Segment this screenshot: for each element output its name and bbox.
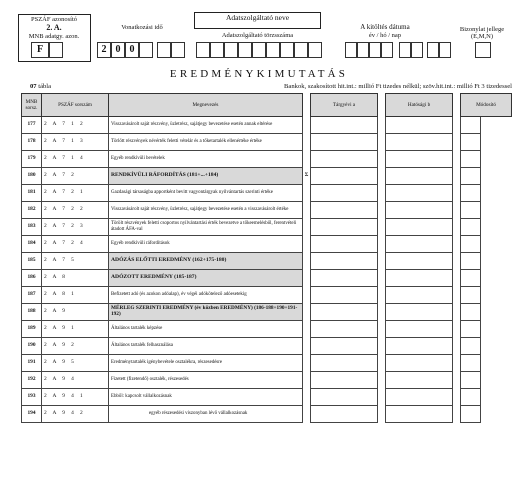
row-code: 2 A 7 1 3 [42, 134, 109, 151]
row-number: 184 [22, 236, 42, 253]
date-digit-4[interactable] [381, 42, 393, 58]
provider-id-digit-9[interactable] [308, 42, 322, 58]
row-notes-field[interactable] [461, 304, 481, 321]
row-target-value-field[interactable] [311, 287, 378, 304]
row-description: RENDKÍVÜLI RÁFORDÍTÁS (181+...+184) [109, 168, 303, 185]
row-sum-marker [303, 202, 311, 219]
row-description: MÉRLEG SZERINTI EREDMÉNY (év közben EREDMÉNY) (186-188+190+191-192) [109, 304, 303, 321]
row-target-value-field[interactable] [311, 406, 378, 423]
row-gap [378, 321, 386, 338]
row-number: 177 [22, 117, 42, 134]
row-gap [378, 304, 386, 321]
row-description: Egyéb rendkívüli ráfordítások [109, 236, 303, 253]
row-notes-field-2[interactable] [481, 304, 512, 321]
row-number: 186 [22, 270, 42, 287]
row-number: 185 [22, 253, 42, 270]
row-prev-value-field[interactable] [386, 287, 453, 304]
row-target-value-field[interactable] [311, 338, 378, 355]
row-gap [453, 168, 461, 185]
col-mnb-header: MNB sorsz. [22, 94, 42, 117]
row-sum-marker [303, 151, 311, 168]
row-notes-field[interactable] [461, 253, 481, 270]
row-notes-field-2[interactable] [481, 151, 512, 168]
row-gap [378, 185, 386, 202]
table-row [22, 117, 512, 134]
fill-date-format: év / hó / nap [368, 32, 402, 39]
col-gap-1 [303, 94, 311, 117]
row-notes-field[interactable] [461, 372, 481, 389]
row-prev-value-field[interactable] [386, 270, 453, 287]
table-row [22, 219, 512, 236]
row-gap [453, 151, 461, 168]
row-notes-field-2[interactable] [481, 202, 512, 219]
row-gap [453, 202, 461, 219]
row-notes-field[interactable] [461, 270, 481, 287]
date-digit-7[interactable] [427, 42, 439, 58]
row-number: 190 [22, 338, 42, 355]
row-prev-value-field[interactable] [386, 134, 453, 151]
table-row [22, 372, 512, 389]
date-digit-1[interactable] [345, 42, 357, 58]
table-row [22, 168, 512, 185]
row-notes-field-2[interactable] [481, 117, 512, 134]
provider-id-digit-6[interactable] [266, 42, 280, 58]
col-desc-header: Megnevezés [109, 94, 303, 117]
mnb-label: MNB adatgy. azon. [28, 33, 80, 40]
row-sum-marker [303, 287, 311, 304]
row-sum-marker [303, 219, 311, 236]
table-row [22, 406, 512, 423]
row-notes-field[interactable] [461, 355, 481, 372]
date-digit-8[interactable] [439, 42, 451, 58]
row-target-value-field[interactable] [311, 219, 378, 236]
provider-id-digit-8[interactable] [294, 42, 308, 58]
date-digit-6[interactable] [411, 42, 423, 58]
row-gap [453, 321, 461, 338]
row-gap [453, 134, 461, 151]
row-target-value-field[interactable] [311, 270, 378, 287]
row-description: Általános tartalék felhasználása [109, 338, 303, 355]
row-prev-value-field[interactable] [386, 321, 453, 338]
row-number: 194 [22, 406, 42, 423]
row-code: 2 A 7 2 4 [42, 236, 109, 253]
row-notes-field[interactable] [461, 287, 481, 304]
row-sum-marker [303, 270, 311, 287]
row-notes-field-2[interactable] [481, 389, 512, 406]
row-gap [378, 355, 386, 372]
row-target-value-field[interactable] [311, 185, 378, 202]
row-notes-field-2[interactable] [481, 287, 512, 304]
period-digit-6[interactable] [171, 42, 185, 58]
row-gap [453, 117, 461, 134]
table-row [22, 236, 512, 253]
row-gap [378, 270, 386, 287]
row-notes-field[interactable] [461, 117, 481, 134]
row-code: 2 A 9 5 [42, 355, 109, 372]
period-digit-4[interactable] [139, 42, 153, 58]
row-code: 2 A 9 [42, 304, 109, 321]
row-code: 2 A 7 1 2 [42, 117, 109, 134]
row-prev-value-field[interactable] [386, 168, 453, 185]
row-gap [453, 270, 461, 287]
row-notes-field-2[interactable] [481, 372, 512, 389]
row-gap [378, 389, 386, 406]
row-sum-marker [303, 389, 311, 406]
row-target-value-field[interactable] [311, 117, 378, 134]
row-gap [378, 287, 386, 304]
row-notes-field[interactable] [461, 168, 481, 185]
provider-name-label: Adatszolgáltató neve [225, 13, 290, 22]
provider-id-label: Adatszolgáltató törzsszáma [221, 32, 294, 39]
row-gap [453, 372, 461, 389]
row-code: 2 A 7 2 [42, 168, 109, 185]
row-notes-field[interactable] [461, 338, 481, 355]
confidentiality-field[interactable] [475, 42, 491, 58]
table-row [22, 134, 512, 151]
row-description: ADÓZÁS ELŐTTI EREDMÉNY (162+175-180) [109, 253, 303, 270]
row-notes-field[interactable] [461, 151, 481, 168]
row-gap [453, 304, 461, 321]
row-gap [378, 236, 386, 253]
row-sum-marker [303, 253, 311, 270]
row-prev-value-field[interactable] [386, 372, 453, 389]
row-notes-field[interactable] [461, 219, 481, 236]
row-code: 2 A 7 2 1 [42, 185, 109, 202]
fill-date-label: A kitöltés dátuma [360, 23, 410, 31]
provider-id-digit-3[interactable] [224, 42, 238, 58]
row-number: 182 [22, 202, 42, 219]
row-prev-value-field[interactable] [386, 406, 453, 423]
confidentiality-label: Bizonylat jellege (E,M,N) [459, 26, 505, 40]
row-target-value-field[interactable] [311, 168, 378, 185]
row-number: 192 [22, 372, 42, 389]
row-gap [453, 185, 461, 202]
period-digit-2[interactable]: 0 [111, 42, 125, 58]
table-row [22, 253, 512, 270]
row-target-value-field[interactable] [311, 321, 378, 338]
row-notes-field[interactable] [461, 321, 481, 338]
row-prev-value-field[interactable] [386, 253, 453, 270]
row-prev-value-field[interactable] [386, 355, 453, 372]
provider-id-digit-7[interactable] [280, 42, 294, 58]
row-code: 2 A 9 4 [42, 372, 109, 389]
row-code: 2 A 9 4 1 [42, 389, 109, 406]
row-notes-field[interactable] [461, 236, 481, 253]
row-sum-marker [303, 355, 311, 372]
row-gap [378, 117, 386, 134]
table-row [22, 270, 512, 287]
row-gap [378, 202, 386, 219]
pszaf-value: 2. A. [46, 23, 62, 32]
row-prev-value-field[interactable] [386, 338, 453, 355]
page-title: EREDMÉNYKIMUTATÁS [169, 68, 349, 80]
row-sum-marker [303, 321, 311, 338]
row-notes-field-2[interactable] [481, 253, 512, 270]
row-prev-value-field[interactable] [386, 304, 453, 321]
table-row [22, 151, 512, 168]
row-notes-field[interactable] [461, 202, 481, 219]
col-prev-header: Hatósági b [386, 94, 453, 117]
row-prev-value-field[interactable] [386, 202, 453, 219]
row-description: Visszavásárolt saját részvény, üzletrész, sajátjegy bevezetése esetén a visszavásárolt értéke [109, 202, 303, 219]
pszaf-label: PSZÁF azonosító [30, 16, 78, 23]
row-code: 2 A 9 2 [42, 338, 109, 355]
row-gap [378, 134, 386, 151]
row-number: 193 [22, 389, 42, 406]
row-target-value-field[interactable] [311, 304, 378, 321]
row-notes-field-2[interactable] [481, 168, 512, 185]
row-code: 2 A 7 5 [42, 253, 109, 270]
row-sum-marker [303, 117, 311, 134]
col-gap-3 [453, 94, 461, 117]
row-gap [378, 151, 386, 168]
row-notes-field[interactable] [461, 389, 481, 406]
row-gap [453, 236, 461, 253]
row-sum-marker [303, 406, 311, 423]
row-prev-value-field[interactable] [386, 185, 453, 202]
row-notes-field-2[interactable] [481, 338, 512, 355]
row-sum-marker [303, 372, 311, 389]
table-row [22, 389, 512, 406]
row-target-value-field[interactable] [311, 389, 378, 406]
row-gap [378, 406, 386, 423]
row-number: 189 [22, 321, 42, 338]
row-sum-marker [303, 236, 311, 253]
row-target-value-field[interactable] [311, 134, 378, 151]
row-gap [378, 168, 386, 185]
row-code: 2 A 7 2 2 [42, 202, 109, 219]
row-prev-value-field[interactable] [386, 117, 453, 134]
row-sum-marker [303, 304, 311, 321]
row-gap [453, 287, 461, 304]
row-description: Egyéb rendkívüli bevételek [109, 151, 303, 168]
row-gap [453, 406, 461, 423]
date-digit-3[interactable] [369, 42, 381, 58]
col-pszaf-header: PSZÁF sorszám [42, 94, 109, 117]
row-notes-field[interactable] [461, 134, 481, 151]
pszaf-frame [18, 14, 91, 62]
row-notes-field-2[interactable] [481, 270, 512, 287]
date-digit-5[interactable] [399, 42, 411, 58]
row-target-value-field[interactable] [311, 253, 378, 270]
row-number: 180 [22, 168, 42, 185]
row-number: 181 [22, 185, 42, 202]
row-description: Gazdasági társaságba apportként bevitt vagyontárgyak nyilvántartás szerinti értéke [109, 185, 303, 202]
col-notes-header: Módosító [461, 94, 512, 117]
table-row [22, 304, 512, 321]
row-gap [453, 219, 461, 236]
table-number-value: 07 [30, 83, 37, 90]
row-code: 2 A 8 [42, 270, 109, 287]
row-number: 178 [22, 134, 42, 151]
row-code: 2 A 8 1 [42, 287, 109, 304]
row-notes-field-2[interactable] [481, 134, 512, 151]
provider-name-frame [194, 12, 321, 29]
row-code: 2 A 7 2 3 [42, 219, 109, 236]
provider-id-digit-2[interactable] [210, 42, 224, 58]
row-number: 187 [22, 287, 42, 304]
row-target-value-field[interactable] [311, 202, 378, 219]
row-code: 2 A 9 1 [42, 321, 109, 338]
row-sum-marker [303, 185, 311, 202]
row-notes-field-2[interactable] [481, 406, 512, 423]
row-notes-field-2[interactable] [481, 219, 512, 236]
row-prev-value-field[interactable] [386, 151, 453, 168]
units-note: Bankok, szakosított hit.int.: millió Ft tizedes nélkül; szöv.hit.int.: millió Ft 3 tizedessel [284, 83, 512, 90]
row-description: Visszavásárolt saját részvény, üzletrész, sajátjegy bevezetése esetén annak eltérése [109, 117, 303, 134]
period-digit-3[interactable]: 0 [125, 42, 139, 58]
row-number: 179 [22, 151, 42, 168]
table-number-suffix: tábla [38, 83, 52, 90]
col-gap-2 [378, 94, 386, 117]
row-sum-marker [303, 134, 311, 151]
provider-id-digit-4[interactable] [238, 42, 252, 58]
row-gap [453, 389, 461, 406]
provider-id-digit-1[interactable] [196, 42, 210, 58]
row-notes-field-2[interactable] [481, 355, 512, 372]
row-code: 2 A 7 1 4 [42, 151, 109, 168]
row-notes-field-2[interactable] [481, 236, 512, 253]
row-number: 188 [22, 304, 42, 321]
row-description: Törölt részvények feletti csoportos nyilvántartási érték bevezetve a tőkeemelésből, ferentvételi átadott ÁFA-val [109, 219, 303, 236]
row-target-value-field[interactable] [311, 151, 378, 168]
row-description: Törlött részvények névérték feletti vételár és a tőketartalék ellenértéke értéke [109, 134, 303, 151]
table-row [22, 355, 512, 372]
row-gap [453, 253, 461, 270]
table-row [22, 202, 512, 219]
row-gap [378, 219, 386, 236]
table-number [30, 83, 51, 90]
row-sum-marker: Σ [303, 168, 311, 185]
row-number: 183 [22, 219, 42, 236]
table-row [22, 321, 512, 338]
period-digit-1[interactable]: 2 [97, 42, 111, 58]
row-description: Fizetett (fizetendő) osztalék, részesedés [109, 372, 303, 389]
period-label: Vonatkozási idő [121, 24, 163, 31]
row-notes-field[interactable] [461, 406, 481, 423]
row-description: Eredménytartalék igénybevétele osztalékra, részesedésre [109, 355, 303, 372]
row-gap [378, 372, 386, 389]
row-target-value-field[interactable] [311, 236, 378, 253]
row-description: Általános tartalék képzése [109, 321, 303, 338]
table-row [22, 338, 512, 355]
mnb-code-field[interactable]: F [31, 42, 49, 58]
date-digit-2[interactable] [357, 42, 369, 58]
row-prev-value-field[interactable] [386, 219, 453, 236]
row-number: 191 [22, 355, 42, 372]
period-digit-5[interactable] [157, 42, 171, 58]
income-statement-table [21, 93, 512, 423]
row-notes-field-2[interactable] [481, 321, 512, 338]
row-notes-field[interactable] [461, 185, 481, 202]
row-gap [453, 355, 461, 372]
row-target-value-field[interactable] [311, 372, 378, 389]
row-gap [378, 253, 386, 270]
row-description: ADÓZOTT EREDMÉNY (185-187) [109, 270, 303, 287]
row-description: egyéb részesedési viszonyban lévő vállalkozásnak [109, 406, 303, 423]
table-row [22, 287, 512, 304]
row-target-value-field[interactable] [311, 355, 378, 372]
row-description: Ebből: kapcsolt vállalkozásnak [109, 389, 303, 406]
col-target-header: Tárgyévi a [311, 94, 378, 117]
row-sum-marker [303, 338, 311, 355]
row-description: Befizetett adó (és azokon adóalap), év végéi adókötelező adóesetekig [109, 287, 303, 304]
table-row [22, 185, 512, 202]
table-body [22, 117, 512, 423]
row-gap [378, 338, 386, 355]
row-gap [453, 338, 461, 355]
row-prev-value-field[interactable] [386, 236, 453, 253]
row-notes-field-2[interactable] [481, 185, 512, 202]
provider-id-digit-5[interactable] [252, 42, 266, 58]
row-prev-value-field[interactable] [386, 389, 453, 406]
row-code: 2 A 9 4 2 [42, 406, 109, 423]
